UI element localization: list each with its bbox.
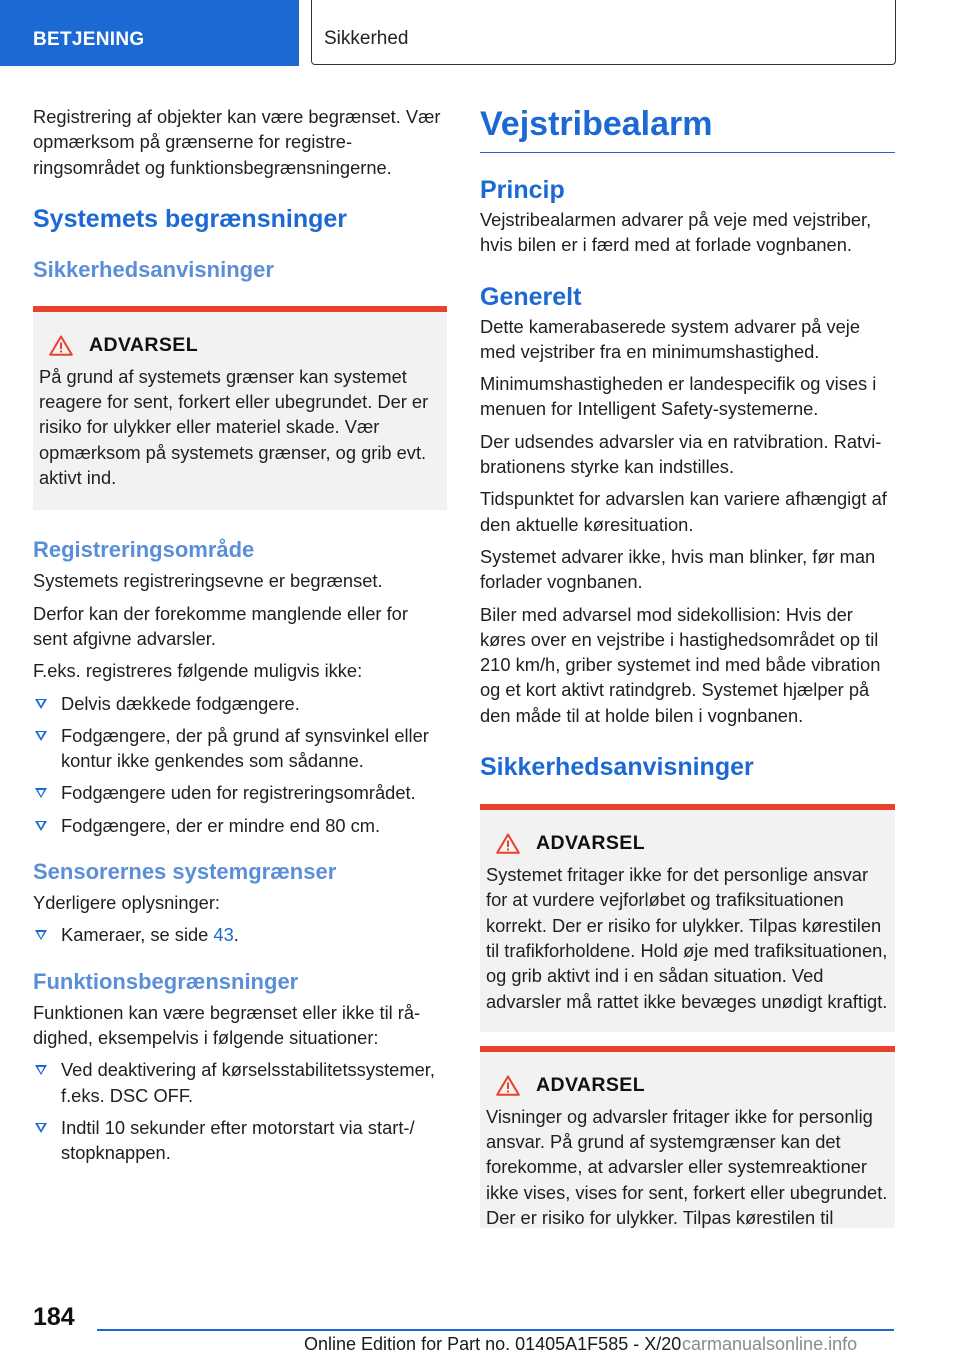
warning-text: På grund af systemets grænser kan systemet reagere for sent, forkert eller ubegrundet. Der er risiko for ulykker eller materiel skade. Vær opmærksom på systemets grænser, og grib evt. aktivt ind. [39, 365, 429, 489]
warning-box [480, 1046, 895, 1228]
heading-sensor-limits: Sensorernes systemgrænser [33, 859, 337, 885]
general-paragraph: Biler med advarsel mod sidekollision: Hvis der køres over en vejstribe i hastighedsområdet op til 210 km/h, griber systemet ind med både vibration og et kort aktivt ratindgreb. Systemet hjælper på den måde til at holde bilen i vognbanen. [480, 603, 881, 726]
intro-paragraph: Registrering af objekter kan være begrænset. Vær opmærksom på grænserne for registreringsområdet og funktionsbegrænsningerne. [33, 106, 441, 178]
left-column [33, 104, 447, 1172]
bullet-triangle-icon [35, 1123, 47, 1133]
heading-general: Generelt [480, 282, 582, 311]
section-tab [0, 0, 299, 66]
page-link[interactable]: 43 [213, 924, 234, 946]
general-paragraph: Systemet advarer ikke, hvis man blinker, før man forlader vognbanen. [480, 545, 876, 593]
function-list [33, 1057, 447, 1165]
bullet-triangle-icon [35, 821, 47, 831]
range-paragraph-2: Derfor kan der forekomme manglende eller for sent afgivne advarsler. [33, 602, 408, 649]
principle-paragraph: Vejstribealarmen advarer på veje med vejstriber, hvis bilen er i færd med at forlade vognbanen. [480, 209, 872, 256]
general-paragraph: Dette kamerabaserede system advarer på veje med vejstriber fra en minimumshastighed. [480, 315, 861, 362]
list-item: Kameraer, se side 43. [33, 922, 447, 947]
warning-header [488, 1074, 889, 1097]
bullet-triangle-icon [35, 1065, 47, 1075]
chapter-header [311, 0, 896, 65]
page-number: 184 [33, 1303, 75, 1331]
list-item: Indtil 10 sekunder efter motorstart via start-/ stopknappen. [33, 1115, 447, 1166]
edition-text: Online Edition for Part no. 01405A1F585 - X/20 [304, 1334, 682, 1354]
section-label: BETJENING [33, 29, 145, 50]
heading-principle: Princip [480, 176, 565, 204]
footer-rule [97, 1329, 894, 1331]
page-title: Vejstribealarm [480, 104, 895, 153]
list-item: Ved deaktivering af kørselsstabilitetssystemer, f.eks. DSC OFF. [33, 1057, 447, 1108]
range-list [33, 691, 447, 838]
sensor-list [33, 922, 447, 947]
warning-text: Systemet fritager ikke for det personlige ansvar for at vurdere vejforløbet og trafiksituationen korrekt. Der er risiko for ulykker. Tilpas kørestilen til trafikforholdene. Hold øje med trafiksituationen, og grib aktivt ind i en sådan situation. Ved advarsler må rattet ikke bevæges unødigt kraftigt. [486, 864, 888, 1012]
list-item: Fodgængere uden for registreringsområdet. [33, 780, 447, 805]
list-item: Fodgængere, der er mindre end 80 cm. [33, 813, 447, 838]
list-item: Fodgængere, der på grund af synsvinkel eller kontur ikke genkendes som sådanne. [33, 723, 447, 774]
warning-header [488, 832, 889, 855]
bullet-triangle-icon [35, 788, 47, 798]
bullet-triangle-icon [35, 731, 47, 741]
general-paragraph: Minimumshastigheden er landespecifik og vises i menuen for Intelligent Safety-systemerne. [480, 373, 877, 420]
warning-triangle-icon [49, 335, 73, 356]
right-column [480, 104, 895, 1228]
heading-detection-range: Registreringsområde [33, 537, 255, 563]
warning-triangle-icon [496, 1075, 520, 1096]
list-item: Delvis dækkede fodgængere. [33, 691, 447, 716]
general-paragraph: Tidspunktet for advarslen kan variere afhængigt af den aktuelle køresituation. [480, 488, 887, 535]
range-paragraph-1: Systemets registreringsevne er begrænset. [33, 570, 383, 592]
warning-title: ADVARSEL [536, 1073, 646, 1096]
chapter-label: Sikkerhed [324, 28, 409, 49]
function-paragraph: Funktionen kan være begrænset eller ikke til rådighed, eksempelvis i følgende situationer: [33, 1001, 421, 1048]
general-paragraph: Der udsendes advarsler via en ratvibration. Ratvibrationens styrke kan indstilles. [480, 430, 882, 478]
warning-title: ADVARSEL [536, 832, 646, 855]
heading-safety-notes-right: Sikkerhedsanvisninger [480, 753, 754, 782]
watermark: carmanualsonline.info [682, 1334, 858, 1354]
heading-safety-notes: Sikkerhedsanvisninger [33, 256, 274, 282]
warning-title: ADVARSEL [89, 333, 199, 356]
warning-triangle-icon [496, 833, 520, 854]
range-paragraph-3: F.eks. registreres følgende muligvis ikke: [33, 660, 363, 682]
heading-system-limits: Systemets begrænsninger [33, 204, 347, 233]
warning-box [480, 804, 895, 1032]
warning-box [33, 306, 447, 510]
warning-header [41, 334, 441, 357]
heading-function-limits: Funktionsbegrænsninger [33, 968, 299, 994]
bullet-triangle-icon [35, 699, 47, 709]
warning-text: Visninger og advarsler fritager ikke for personlig ansvar. På grund af systemgrænser kan det forekomme, at advarsler eller systemreaktioner ikke vises, vises for sent, forkert eller ubegrundet. Der er risiko for ulykker. Tilpas kørestilen til [486, 1105, 888, 1228]
bullet-triangle-icon [35, 930, 47, 940]
sensor-paragraph: Yderligere oplysninger: [33, 892, 220, 914]
